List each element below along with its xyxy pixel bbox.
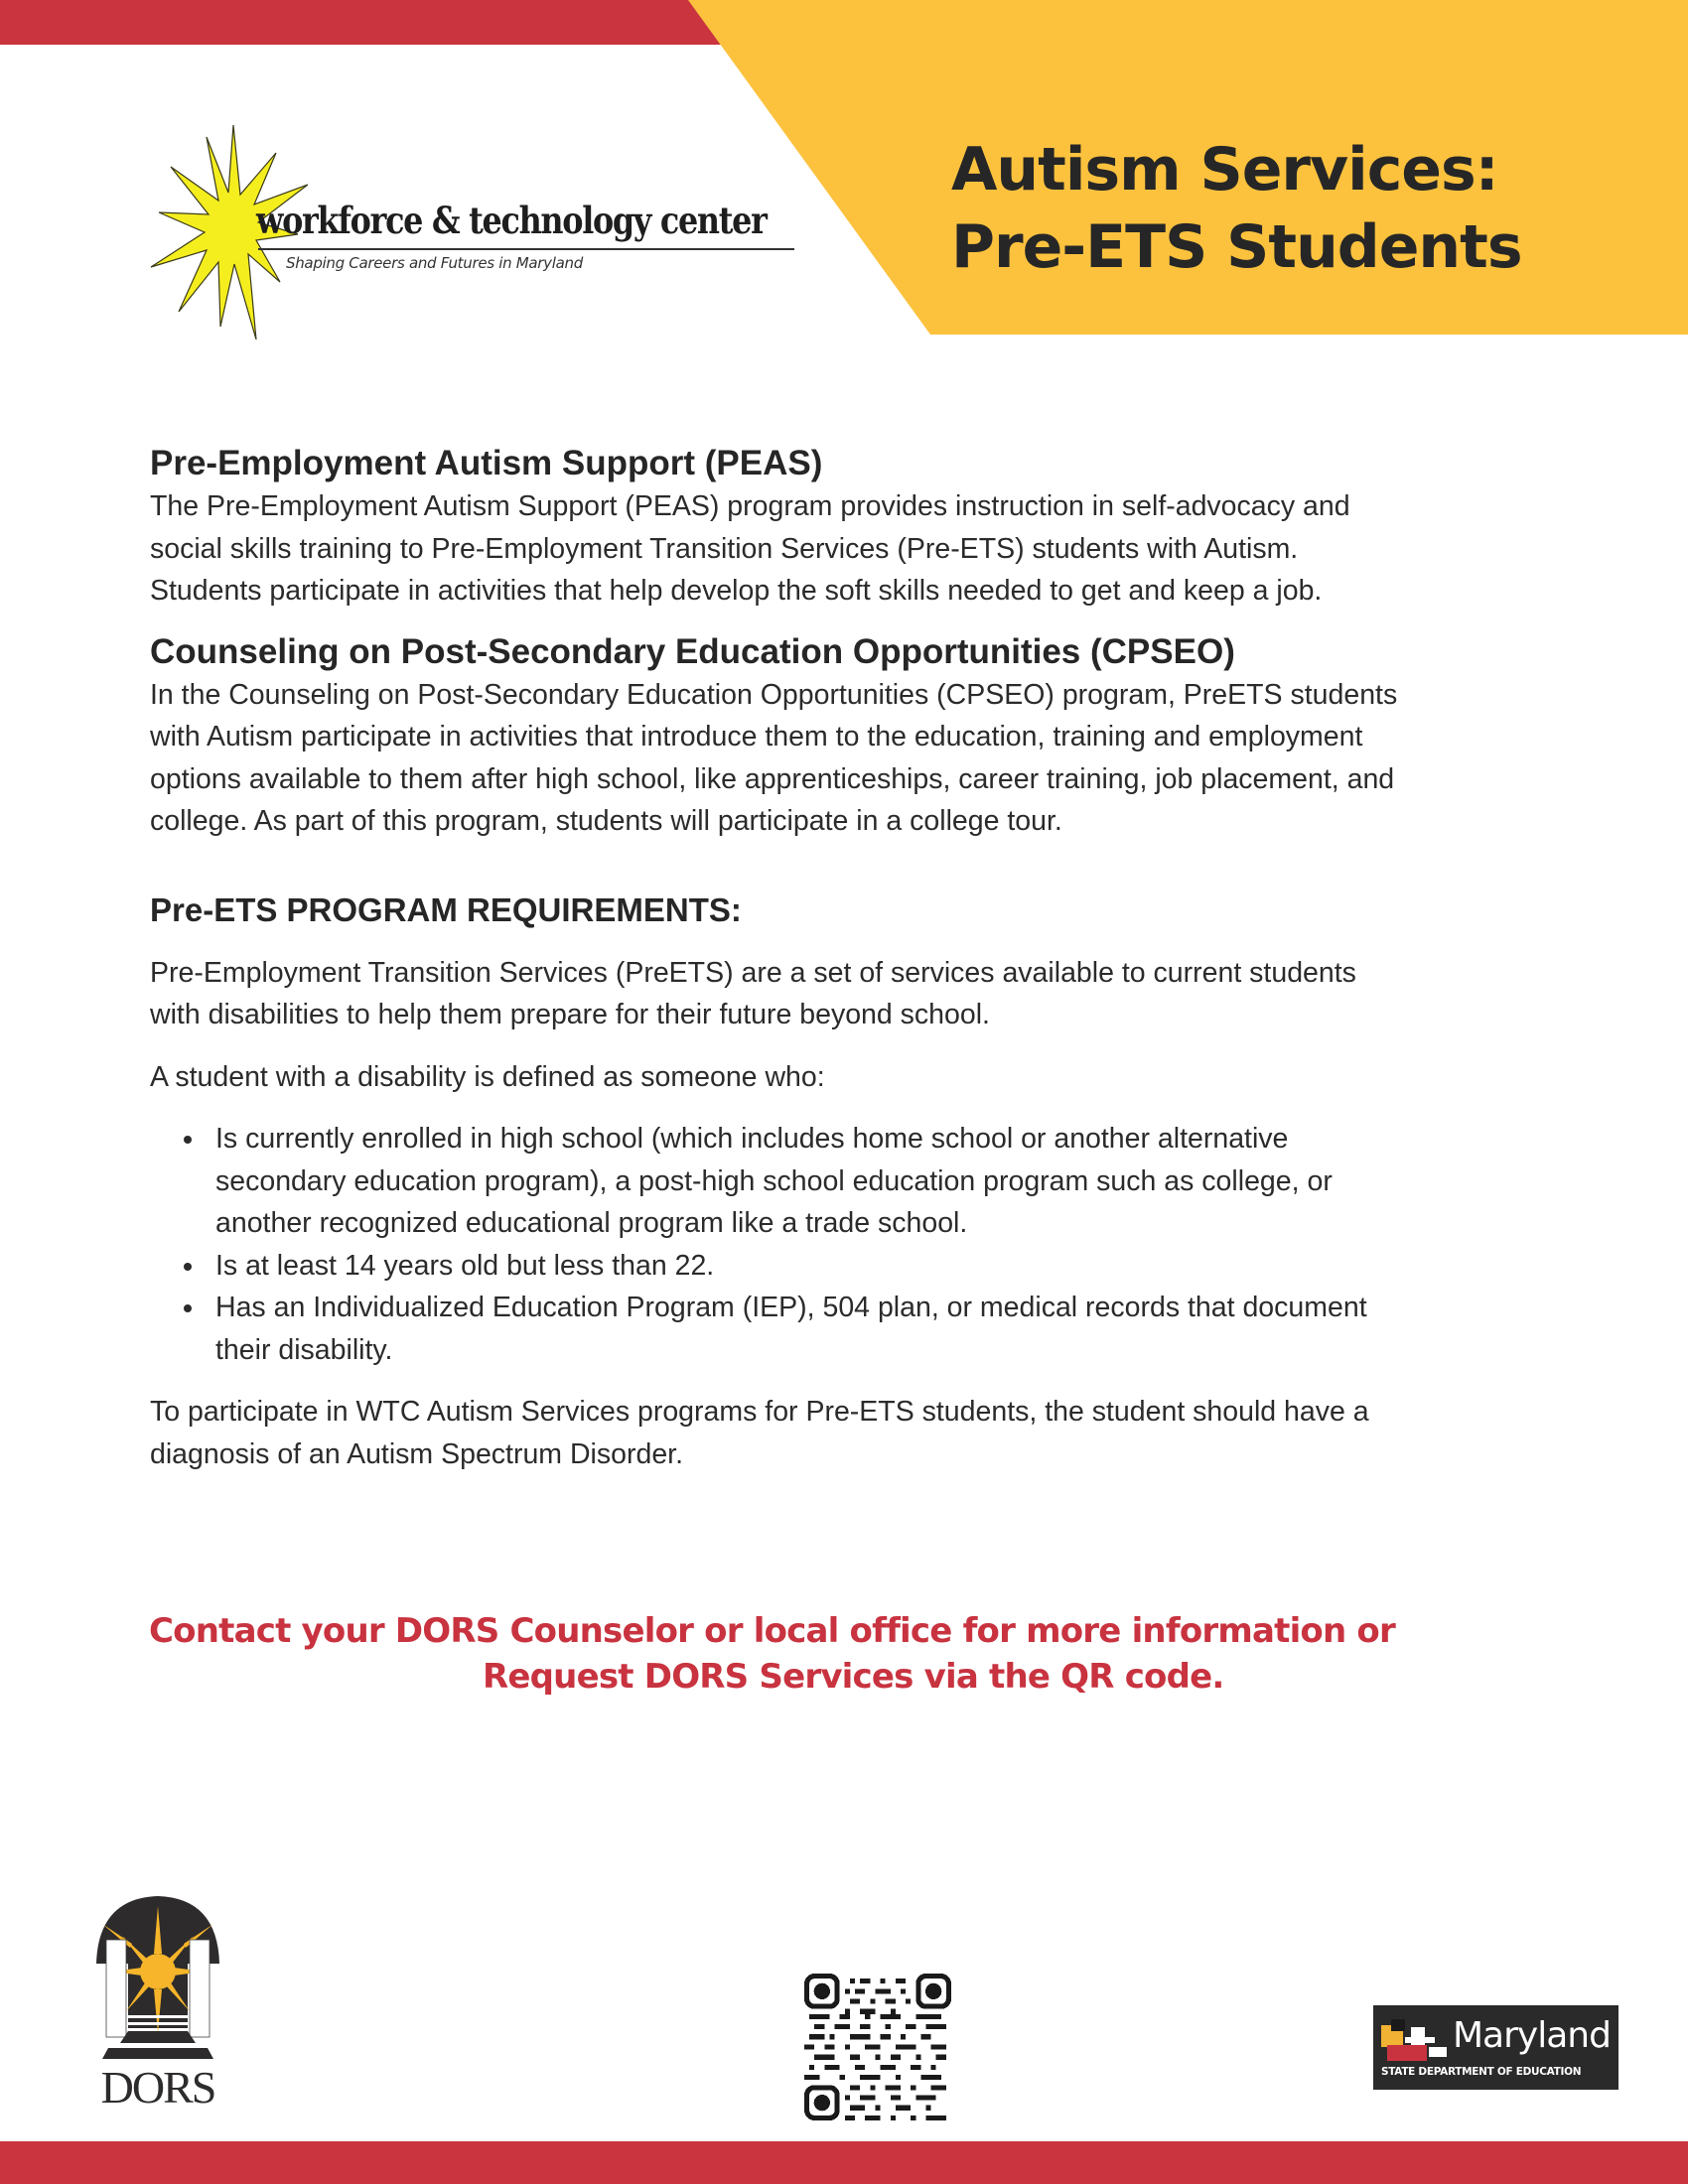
requirements-list (150, 1118, 1619, 1371)
closing-paragraph (150, 1391, 1619, 1475)
dors-doorway-icon (96, 1896, 219, 2059)
text-line: social skills training to Pre-Employment Transition Services (Pre-ETS) students with Autism. (150, 532, 1299, 565)
cta-line2: Request DORS Services via the QR code. (483, 1657, 1224, 1697)
page-title-line2: Pre-ETS Students (951, 212, 1522, 282)
text-line: Pre-Employment Transition Services (PreETS) are a set of services available to current students (150, 956, 1356, 989)
text-line: Students participate in activities that help develop the soft skills needed to get and keep a job. (150, 575, 1323, 607)
page-title-line1: Autism Services: (951, 135, 1498, 205)
dors-logo-text: DORS (100, 2062, 215, 2108)
text-line: secondary education program), a post-high school education program such as college, or (215, 1164, 1333, 1197)
wtc-logo-name: workforce & technology center (256, 199, 767, 242)
peas-description (150, 485, 1619, 613)
msde-logo-subtitle: STATE DEPARTMENT OF EDUCATION (1381, 2066, 1582, 2078)
footer-red-bar (0, 2141, 1688, 2184)
text-line: their disability. (215, 1333, 393, 1366)
msde-logo (1373, 2005, 1618, 2090)
text-line: In the Counseling on Post-Secondary Education Opportunities (CPSEO) program, PreETS students (150, 678, 1398, 711)
list-item (150, 1245, 1619, 1288)
cpseo-description (150, 674, 1619, 843)
qr-code-icon[interactable] (804, 1974, 951, 2120)
requirements-heading: Pre-ETS PROGRAM REQUIREMENTS: (150, 890, 742, 928)
list-item (150, 1287, 1619, 1371)
text-line: Is currently enrolled in high school (which includes home school or another alternative (215, 1123, 1289, 1155)
wtc-logo-rule (258, 248, 794, 250)
text-line: diagnosis of an Autism Spectrum Disorder. (150, 1437, 684, 1470)
main-content (150, 442, 1619, 1475)
disability-definition: A student with a disability is defined as someone who: (150, 1060, 825, 1093)
text-line: college. As part of this program, students will participate in a college tour. (150, 805, 1062, 837)
cpseo-section (150, 630, 1619, 843)
text-line: with disabilities to help them prepare for their future beyond school. (150, 999, 990, 1030)
text-line: another recognized educational program like a trade school. (215, 1207, 968, 1239)
text-line: To participate in WTC Autism Services programs for Pre-ETS students, the student should have a (150, 1396, 1369, 1428)
peas-heading: Pre-Employment Autism Support (PEAS) (150, 444, 823, 482)
text-line: Is at least 14 years old but less than 22. (215, 1249, 715, 1282)
msde-logo-word: Maryland (1453, 2015, 1611, 2056)
requirements-intro (150, 952, 1619, 1036)
peas-section (150, 442, 1619, 613)
text-line: options available to them after high school, like apprenticeships, career training, job placement, and (150, 762, 1395, 795)
wtc-logo-tagline: Shaping Careers and Futures in Maryland (286, 254, 583, 272)
text-line: with Autism participate in activities that introduce them to the education, training and employment (150, 721, 1363, 752)
maryland-flag-icon (1381, 2017, 1449, 2063)
cta-line1: Contact your DORS Counselor or local office for more information or (149, 1611, 1395, 1651)
dors-logo (92, 1894, 223, 2108)
page-title (951, 131, 1522, 286)
header-red-bar (0, 0, 755, 45)
text-line: The Pre-Employment Autism Support (PEAS) program provides instruction in self-advocacy and (150, 490, 1350, 522)
list-item (150, 1118, 1619, 1245)
text-line: Has an Individualized Education Program (IEP), 504 plan, or medical records that document (215, 1292, 1367, 1323)
cpseo-heading: Counseling on Post-Secondary Education Opportunities (CPSEO) (150, 631, 1235, 671)
requirements-section (150, 888, 1619, 1476)
